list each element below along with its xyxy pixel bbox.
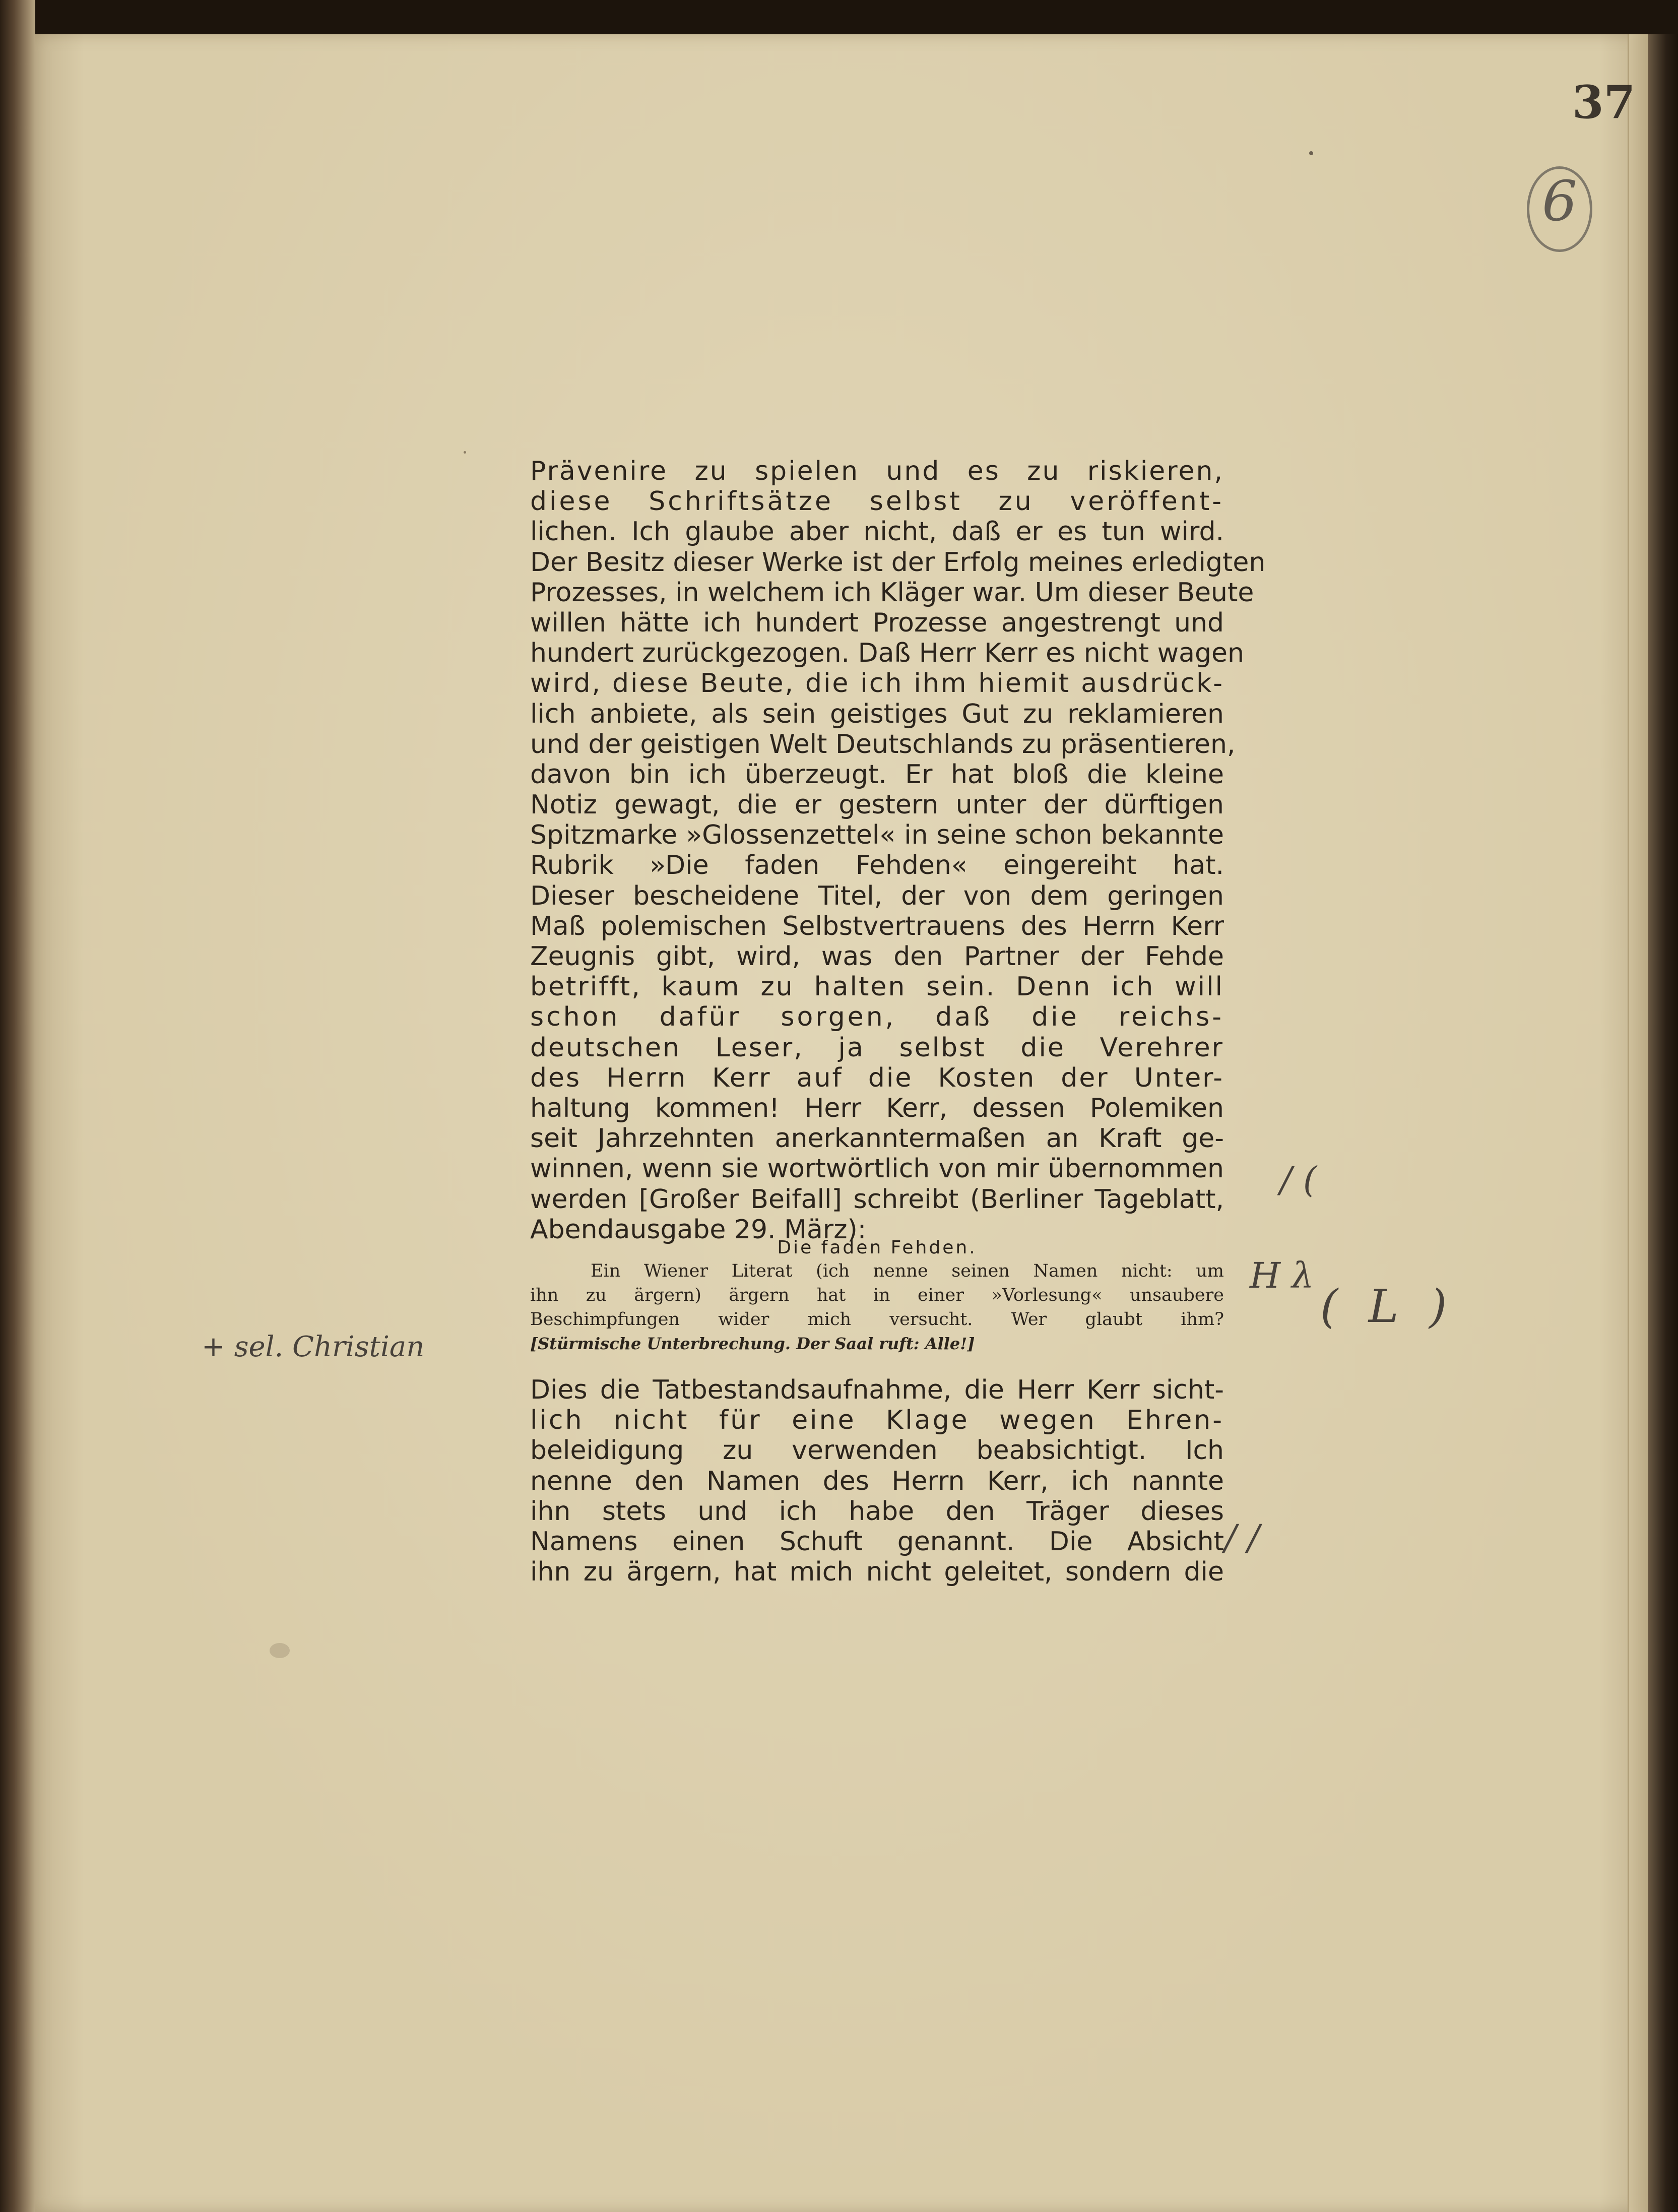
text-line: Prävenire zu spielen und es zu riskieren, [530,456,1224,486]
main-text-block-continued [530,1375,1224,1587]
text-line: lich nicht für eine Klage wegen Ehren- [530,1405,1224,1436]
quote-line: Ein Wiener Literat (ich nenne seinen Namen nicht: um [591,1261,1224,1281]
text-line: Abendausgabe 29. März): [530,1214,867,1245]
text-line: davon bin ich überzeugt. Er hat bloß die kleine [530,759,1224,790]
text-line: Rubrik »Die faden Fehden« eingereiht hat. [530,850,1224,881]
text-line: winnen, wenn sie wortwörtlich von mir übernommen [530,1154,1224,1184]
circled-number: 6 [1542,169,1577,233]
text-line: Notiz gewagt, die er gestern unter der dürftigen [530,790,1224,820]
main-text-block [530,456,1266,1245]
text-line: des Herrn Kerr auf die Kosten der Unter- [530,1062,1224,1093]
right-binding-shadow [1648,34,1678,2212]
text-line: werden [Großer Beifall] schreibt (Berliner Tageblatt, [530,1184,1224,1215]
text-line: Prozesses, in welchem ich Kläger war. Um dieser Beute [530,577,1254,608]
text-line: seit Jahrzehnten anerkanntermaßen an Kraft ge- [530,1123,1224,1154]
text-line: wird, diese Beute, die ich ihm hiemit ausdrück- [530,668,1224,699]
page-speck [464,451,466,454]
text-line: deutschen Leser, ja selbst die Verehrer [530,1032,1224,1063]
right-page-edge [1628,34,1649,2212]
quoted-notice [530,1259,1224,1356]
text-line: diese Schriftsätze selbst zu veröffent- [530,486,1224,517]
text-line: Namens einen Schuft genannt. Die Absicht [530,1526,1224,1557]
quote-heading: Die faden Fehden. [777,1237,977,1258]
text-line: Spitzmarke »Glossenzettel« in seine schon bekannte [530,820,1224,851]
text-line: nenne den Namen des Herrn Kerr, ich nannte [530,1466,1224,1496]
handwritten-mark: / ( [1280,1159,1317,1200]
text-line: und der geistigen Welt Deutschlands zu präsentieren, [530,729,1236,760]
text-line: beleidigung zu verwenden beabsichtigt. Ich [530,1435,1224,1466]
page-smudge [270,1643,290,1658]
text-line: willen hätte ich hundert Prozesse angestrengt und [530,607,1224,638]
text-line: Maß polemischen Selbstvertrauens des Herrn Kerr [530,911,1224,941]
text-line: ihn zu ärgern, hat mich nicht geleitet, sondern die [530,1557,1224,1588]
left-page-edge [0,0,35,2212]
text-line: ihn stets und ich habe den Träger dieses [530,1496,1224,1527]
text-line: betrifft, kaum zu halten sein. Denn ich will [530,972,1224,1002]
handwritten-mark: / / [1224,1517,1260,1558]
text-line: lichen. Ich glaube aber nicht, daß er es tun wird. [530,517,1224,547]
text-line: hundert zurückgezogen. Daß Herr Kerr es nicht wagen [530,638,1244,669]
handwritten-margin-note: + sel. Christian [202,1331,425,1363]
quote-line: Beschimpfungen wider mich versucht. Wer glaubt ihm? [530,1309,1224,1330]
text-line: lich anbiete, als sein geistiges Gut zu reklamieren [530,699,1224,729]
text-line: Der Besitz dieser Werke ist der Erfolg meines erledigten [530,547,1266,578]
folio-number: 37 [1572,76,1636,129]
text-line: Dies die Tatbestandsaufnahme, die Herr Kerr sicht- [530,1375,1224,1405]
quote-line: [Stürmische Unterbrechung. Der Saal ruft: Alle!] [530,1334,975,1353]
text-line: haltung kommen! Herr Kerr, dessen Polemiken [530,1093,1224,1123]
text-line: Zeugnis gibt, wird, was den Partner der Fehde [530,941,1224,972]
page-speck [1309,151,1313,155]
text-line: Dieser bescheidene Titel, der von dem geringen [530,880,1224,911]
quote-line: ihn zu ärgern) ärgern hat in einer »Vorlesung« unsaubere [530,1285,1224,1305]
handwritten-mark: H λ [1250,1255,1314,1296]
handwritten-mark: ( L ) [1320,1280,1455,1333]
text-line: schon dafür sorgen, daß die reichs- [530,1002,1224,1033]
